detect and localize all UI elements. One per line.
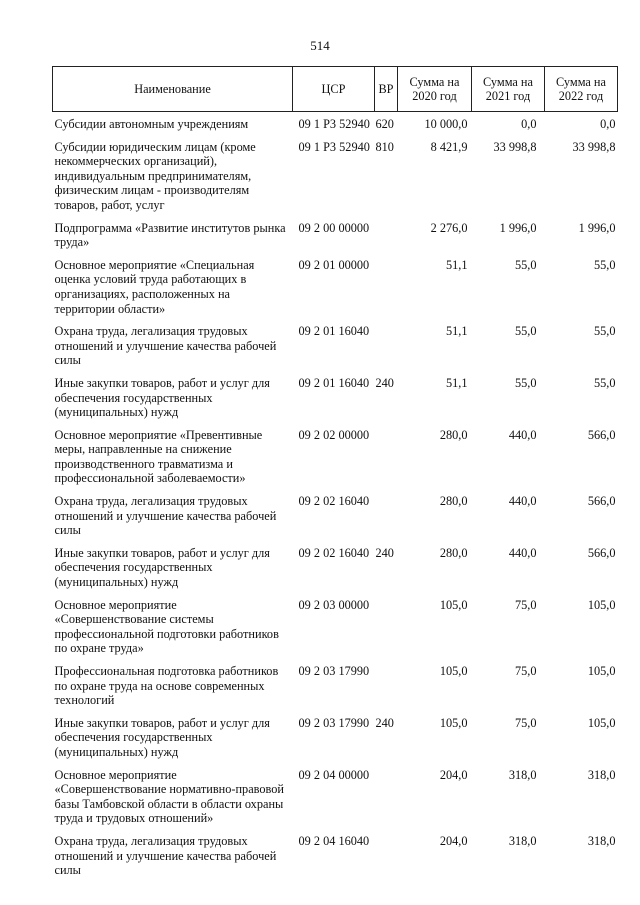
cell-sum-2022: 55,0 — [593, 257, 616, 272]
cell-csr: 09 2 03 17990 — [298, 715, 370, 730]
table-row — [53, 221, 618, 258]
cell-sum-2021: 0,0 — [521, 117, 537, 131]
cell-sum-2022: 566,0 — [587, 494, 616, 509]
cell-sum-2021: 440,0 — [508, 545, 537, 560]
cell-name: Подпрограмма «Развитие институтов рынка труда» — [54, 220, 286, 250]
cell-vr — [375, 598, 398, 664]
header-csr: ЦСР — [293, 67, 375, 112]
cell-sum-2021: 55,0 — [514, 324, 537, 339]
table-row — [53, 834, 618, 886]
cell-csr: 09 2 02 00000 — [298, 427, 370, 442]
cell-csr: 09 2 02 16040 — [298, 494, 370, 509]
cell-csr: 09 2 04 00000 — [298, 767, 370, 782]
cell-sum-2020: 105,0 — [439, 597, 468, 612]
cell-vr — [375, 494, 398, 546]
cell-vr: 620 — [375, 117, 394, 131]
cell-vr: 810 — [375, 139, 394, 154]
cell-name: Субсидии юридическим лицам (кроме некоммерческих организаций), индивидуальным предпринимателям, физическим лицам - производителям товаров, работ, услуг — [54, 139, 256, 212]
table-row — [53, 546, 618, 598]
cell-name: Охрана труда, легализация трудовых отношений и улучшение качества рабочей силы — [54, 833, 277, 878]
cell-sum-2021: 440,0 — [508, 494, 537, 509]
cell-sum-2020: 105,0 — [439, 715, 468, 730]
budget-table — [52, 66, 618, 886]
cell-vr: 240 — [375, 375, 394, 390]
cell-name: Профессиональная подготовка работников по охране труда на основе современных технологий — [54, 664, 279, 708]
cell-sum-2021: 1 996,0 — [499, 220, 537, 235]
cell-sum-2022: 318,0 — [587, 833, 616, 848]
cell-sum-2022: 1 996,0 — [578, 220, 616, 235]
header-sum-2020: Сумма на 2020 год — [398, 67, 472, 112]
table-row — [53, 768, 618, 834]
header-sum-2021: Сумма на 2021 год — [472, 67, 545, 112]
cell-sum-2022: 566,0 — [587, 545, 616, 560]
table-row — [53, 376, 618, 428]
table-row — [53, 428, 618, 494]
cell-sum-2020: 2 276,0 — [430, 220, 468, 235]
cell-name: Основное мероприятие «Совершенствование системы профессиональной подготовки работников по охране труда» — [54, 597, 279, 656]
header-vr: ВР — [375, 67, 398, 112]
table-row — [53, 324, 618, 376]
cell-name: Иные закупки товаров, работ и услуг для обеспечения государственных (муниципальных) нужд — [54, 375, 270, 420]
cell-name: Охрана труда, легализация трудовых отношений и улучшение качества рабочей силы — [54, 494, 277, 538]
cell-sum-2021: 75,0 — [514, 664, 537, 678]
header-name: Наименование — [53, 67, 293, 112]
header-sum-2022: Сумма на 2022 год — [545, 67, 618, 112]
table-row — [53, 598, 618, 664]
cell-sum-2021: 318,0 — [508, 767, 537, 782]
cell-vr — [375, 664, 398, 716]
cell-sum-2021: 440,0 — [508, 427, 537, 442]
table-row — [53, 494, 618, 546]
cell-sum-2020: 204,0 — [439, 833, 468, 848]
cell-name: Субсидии автономным учреждениям — [54, 117, 249, 131]
cell-sum-2022: 0,0 — [600, 117, 616, 131]
cell-sum-2022: 105,0 — [587, 597, 616, 612]
cell-vr: 240 — [375, 715, 394, 730]
cell-sum-2022: 105,0 — [587, 715, 616, 730]
cell-vr — [375, 324, 398, 376]
cell-csr: 09 2 02 16040 — [298, 545, 370, 560]
cell-csr: 09 2 04 16040 — [298, 833, 370, 848]
page-number: 514 — [310, 38, 330, 53]
cell-name: Основное мероприятие «Совершенствование нормативно-правовой базы Тамбовской области в области охраны труда и трудовых отношений» — [54, 767, 284, 826]
cell-csr: 09 2 01 00000 — [298, 257, 370, 272]
cell-sum-2020: 8 421,9 — [430, 139, 468, 154]
cell-sum-2021: 75,0 — [514, 597, 537, 612]
cell-sum-2022: 318,0 — [587, 767, 616, 782]
cell-sum-2020: 280,0 — [439, 427, 468, 442]
cell-sum-2021: 55,0 — [514, 257, 537, 272]
cell-vr — [375, 258, 398, 324]
cell-sum-2020: 51,1 — [445, 257, 468, 272]
table-header-row — [53, 67, 618, 112]
cell-csr: 09 2 00 00000 — [298, 220, 370, 235]
table-row — [53, 258, 618, 324]
cell-sum-2020: 105,0 — [439, 664, 468, 678]
cell-sum-2021: 75,0 — [514, 715, 537, 730]
cell-sum-2020: 280,0 — [439, 494, 468, 509]
cell-sum-2021: 318,0 — [508, 833, 537, 848]
cell-csr: 09 2 01 16040 — [298, 375, 370, 390]
cell-sum-2020: 280,0 — [439, 545, 468, 560]
cell-vr: 240 — [375, 545, 394, 560]
cell-sum-2020: 51,1 — [445, 324, 468, 339]
cell-sum-2022: 105,0 — [587, 664, 616, 678]
table-row — [53, 664, 618, 716]
cell-vr — [375, 834, 398, 886]
cell-vr — [375, 221, 398, 258]
cell-name: Основное мероприятие «Превентивные меры, направленные на снижение производственного травматизма и профессиональной заболеваемости» — [54, 427, 263, 486]
cell-csr: 09 2 01 16040 — [298, 324, 370, 339]
table-row — [53, 140, 618, 221]
cell-csr: 09 1 P3 52940 — [298, 139, 370, 154]
cell-csr: 09 2 03 17990 — [298, 664, 370, 678]
cell-sum-2022: 55,0 — [593, 375, 616, 390]
cell-sum-2022: 55,0 — [593, 324, 616, 339]
cell-sum-2022: 33 998,8 — [572, 139, 616, 154]
cell-vr — [375, 428, 398, 494]
table-row — [53, 112, 618, 140]
cell-sum-2022: 566,0 — [587, 427, 616, 442]
cell-name: Охрана труда, легализация трудовых отношений и улучшение качества рабочей силы — [54, 324, 277, 368]
cell-sum-2020: 51,1 — [445, 375, 468, 390]
cell-csr: 09 2 03 00000 — [298, 597, 370, 612]
cell-sum-2020: 10 000,0 — [424, 117, 468, 131]
cell-sum-2020: 204,0 — [439, 767, 468, 782]
table-row — [53, 716, 618, 768]
cell-sum-2021: 33 998,8 — [493, 139, 537, 154]
cell-csr: 09 1 P3 52940 — [298, 117, 370, 131]
cell-name: Иные закупки товаров, работ и услуг для обеспечения государственных (муниципальных) нужд — [54, 715, 270, 759]
cell-name: Иные закупки товаров, работ и услуг для обеспечения государственных (муниципальных) нужд — [54, 545, 270, 590]
cell-sum-2021: 55,0 — [514, 375, 537, 390]
cell-vr — [375, 768, 398, 834]
cell-name: Основное мероприятие «Специальная оценка условий труда работающих в организациях, расположенных на территории области» — [54, 257, 255, 316]
